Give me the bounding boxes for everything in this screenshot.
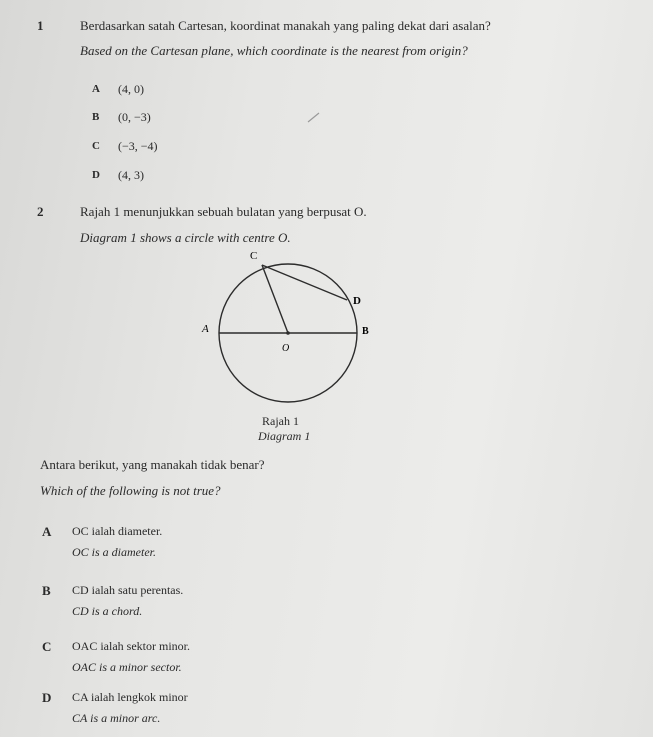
label-o: O <box>282 343 290 354</box>
label-b: B <box>362 326 369 337</box>
q2-option-a-malay[interactable]: OC ialah diameter. <box>72 524 163 538</box>
question-2-number: 2 <box>37 204 44 219</box>
question-2-malay: Rajah 1 menunjukkan sebuah bulatan yang berpusat O. <box>80 204 367 219</box>
question-1-number: 1 <box>37 18 44 33</box>
q1-option-d-letter[interactable]: D <box>92 169 100 181</box>
q2-option-d-letter[interactable]: D <box>42 690 52 705</box>
question-2-prompt-malay: Antara berikut, yang manakah tidak benar? <box>40 457 265 472</box>
q1-option-c-text[interactable]: (−3, −4) <box>118 139 158 153</box>
centre-point <box>286 331 290 335</box>
pencil-tick-mark <box>306 110 322 124</box>
q1-option-c-letter[interactable]: C <box>92 140 100 152</box>
diagram-caption-malay: Rajah 1 <box>262 414 299 428</box>
question-1-english: Based on the Cartesan plane, which coordinate is the nearest from origin? <box>80 43 468 58</box>
q2-option-d-malay[interactable]: CA ialah lengkok minor <box>72 690 188 704</box>
q2-option-c-malay[interactable]: OAC ialah sektor minor. <box>72 639 190 653</box>
q1-option-b-text[interactable]: (0, −3) <box>118 110 151 124</box>
radius-oc <box>262 265 288 333</box>
q1-option-a-text[interactable]: (4, 0) <box>118 82 144 96</box>
q2-option-d-english[interactable]: CA is a minor arc. <box>72 711 161 725</box>
q2-option-a-letter[interactable]: A <box>42 524 52 539</box>
q2-option-b-english[interactable]: CD is a chord. <box>72 604 143 618</box>
question-2-prompt-english: Which of the following is not true? <box>40 483 221 498</box>
q2-option-b-malay[interactable]: CD ialah satu perentas. <box>72 583 184 597</box>
q2-option-c-letter[interactable]: C <box>42 639 52 654</box>
question-1-malay: Berdasarkan satah Cartesan, koordinat manakah yang paling dekat dari asalan? <box>80 18 491 33</box>
q1-option-a-letter[interactable]: A <box>92 83 100 95</box>
q1-option-d-text[interactable]: (4, 3) <box>118 168 144 182</box>
circle-diagram <box>190 248 390 418</box>
question-2-english: Diagram 1 shows a circle with centre O. <box>80 230 291 245</box>
label-d: D <box>353 295 361 307</box>
q2-option-a-english[interactable]: OC is a diameter. <box>72 545 156 559</box>
q1-option-b-letter[interactable]: B <box>92 111 100 123</box>
diagram-caption-english: Diagram 1 <box>258 429 311 443</box>
label-a: A <box>202 323 209 335</box>
q2-option-c-english[interactable]: OAC is a minor sector. <box>72 660 182 674</box>
q2-option-b-letter[interactable]: B <box>42 583 51 598</box>
label-c: C <box>250 250 258 262</box>
